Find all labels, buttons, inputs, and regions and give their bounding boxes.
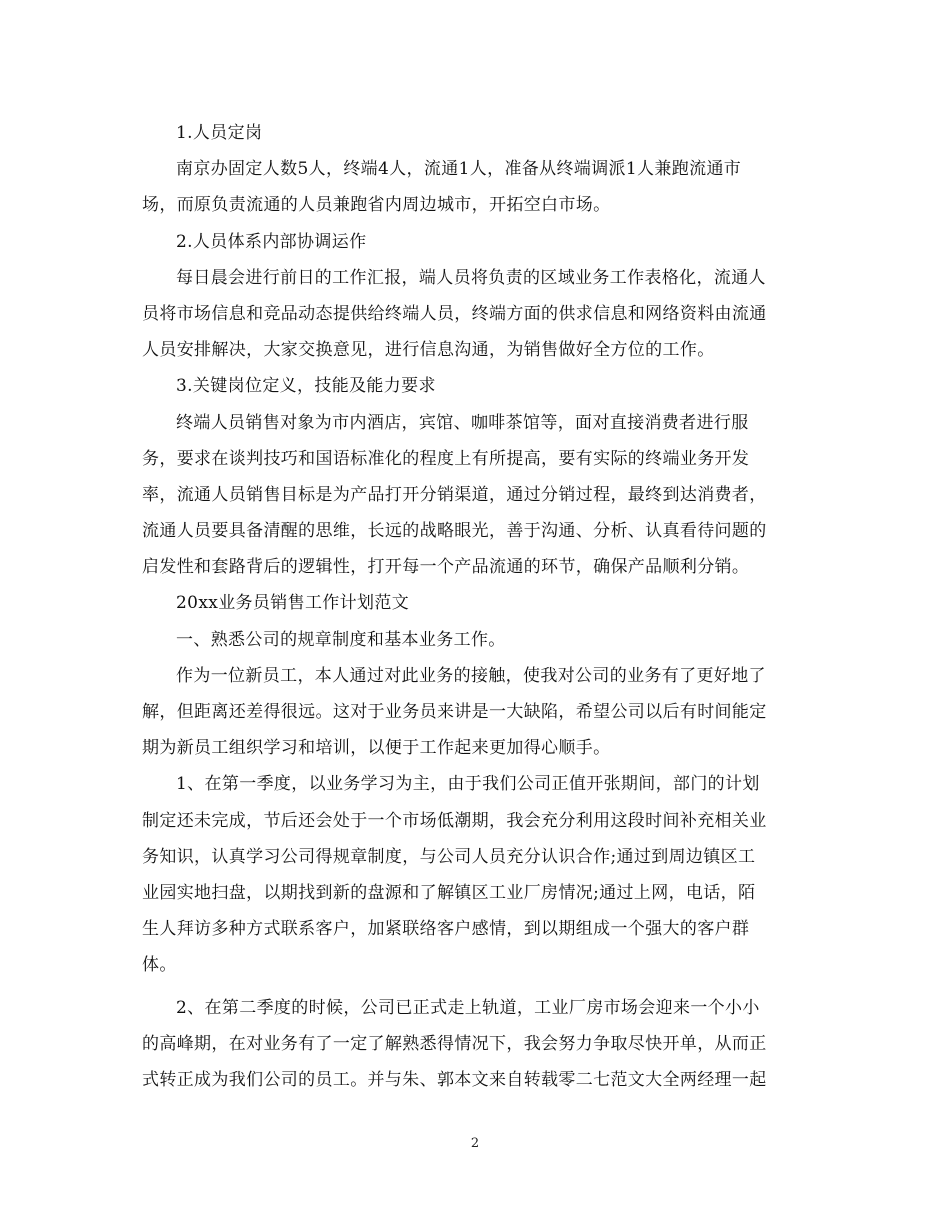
paragraph-line: 业园实地扫盘，以期找到新的盘源和了解镇区工业厂房情况;通过上网，电话，陌	[142, 882, 756, 903]
paragraph-line: 流通人员要具备清醒的思维，长远的战略眼光，善于沟通、分析、认真看待问题的	[142, 521, 767, 542]
heading-staffing: 1.人员定岗	[176, 123, 263, 143]
paragraph-line: 式转正成为我们公司的员工。并与朱、郭本文来自转载零二七范文大全两经理一起	[142, 1069, 767, 1090]
paragraph-line: 2、在第二季度的时候，公司已正式走上轨道，工业厂房市场会迎来一个小小	[176, 997, 760, 1018]
heading-rules: 一、熟悉公司的规章制度和基本业务工作。	[176, 629, 506, 650]
paragraph-line: 人员安排解决，大家交换意见，进行信息沟通，为销售做好全方位的工作。	[142, 340, 715, 361]
page-number: 2	[470, 1136, 480, 1151]
paragraph-line: 制定还未完成，节后还会处于一个市场低潮期，我会充分利用这段时间补充相关业	[142, 810, 767, 831]
paragraph-line: 期为新员工组织学习和培训，以便于工作起来更加得心顺手。	[142, 738, 611, 759]
paragraph-line: 终端人员销售对象为市内酒店，宾馆、咖啡茶馆等，面对直接消费者进行服	[176, 412, 749, 433]
paragraph-line: 解，但距离还差得很远。这对于业务员来讲是一大缺陷，希望公司以后有时间能定	[142, 702, 767, 722]
paragraph-line: 作为一位新员工，本人通过对此业务的接触，使我对公司的业务有了更好地了	[176, 665, 766, 686]
heading-key-positions: 3.关键岗位定义，技能及能力要求	[176, 376, 436, 397]
paragraph-line: 1、在第一季度，以业务学习为主，由于我们公司正值开张期间，部门的计划	[176, 774, 760, 795]
paragraph-line: 的高峰期，在对业务有了一定了解熟悉得情况下，我会努力争取尽快开单，从而正	[142, 1033, 767, 1054]
paragraph-line: 生人拜访多种方式联系客户，加紧联络客户感情，到以期组成一个强大的客户群	[142, 919, 750, 940]
heading-coordination: 2.人员体系内部协调运作	[176, 231, 367, 252]
paragraph-line: 务，要求在谈判技巧和国语标准化的程度上有所提高，要有实际的终端业务开发	[142, 448, 750, 469]
paragraph-line: 南京办固定人数5人，终端4人，流通1人，准备从终端调派1人兼跑流通市	[176, 159, 742, 180]
paragraph-line: 每日晨会进行前日的工作汇报，端人员将负责的区域业务工作表格化，流通人	[176, 267, 766, 288]
paragraph-line: 体。	[142, 955, 177, 976]
section-title: 20xx业务员销售工作计划范文	[176, 593, 410, 614]
paragraph-line: 启发性和套路背后的逻辑性，打开每一个产品流通的环节，确保产品顺利分销。	[142, 557, 750, 578]
document-body	[142, 115, 810, 1098]
paragraph-line: 场，而原负责流通的人员兼跑省内周边城市，开拓空白市场。	[142, 195, 611, 216]
paragraph-line: 率，流通人员销售目标是为产品打开分销渠道，通过分销过程，最终到达消费者，	[142, 484, 767, 505]
paragraph-line: 员将市场信息和竞品动态提供给终端人员，终端方面的供求信息和网络资料由流通	[142, 303, 767, 324]
paragraph-line: 务知识，认真学习公司得规章制度，与公司人员充分认识合作;通过到周边镇区工	[142, 846, 756, 867]
